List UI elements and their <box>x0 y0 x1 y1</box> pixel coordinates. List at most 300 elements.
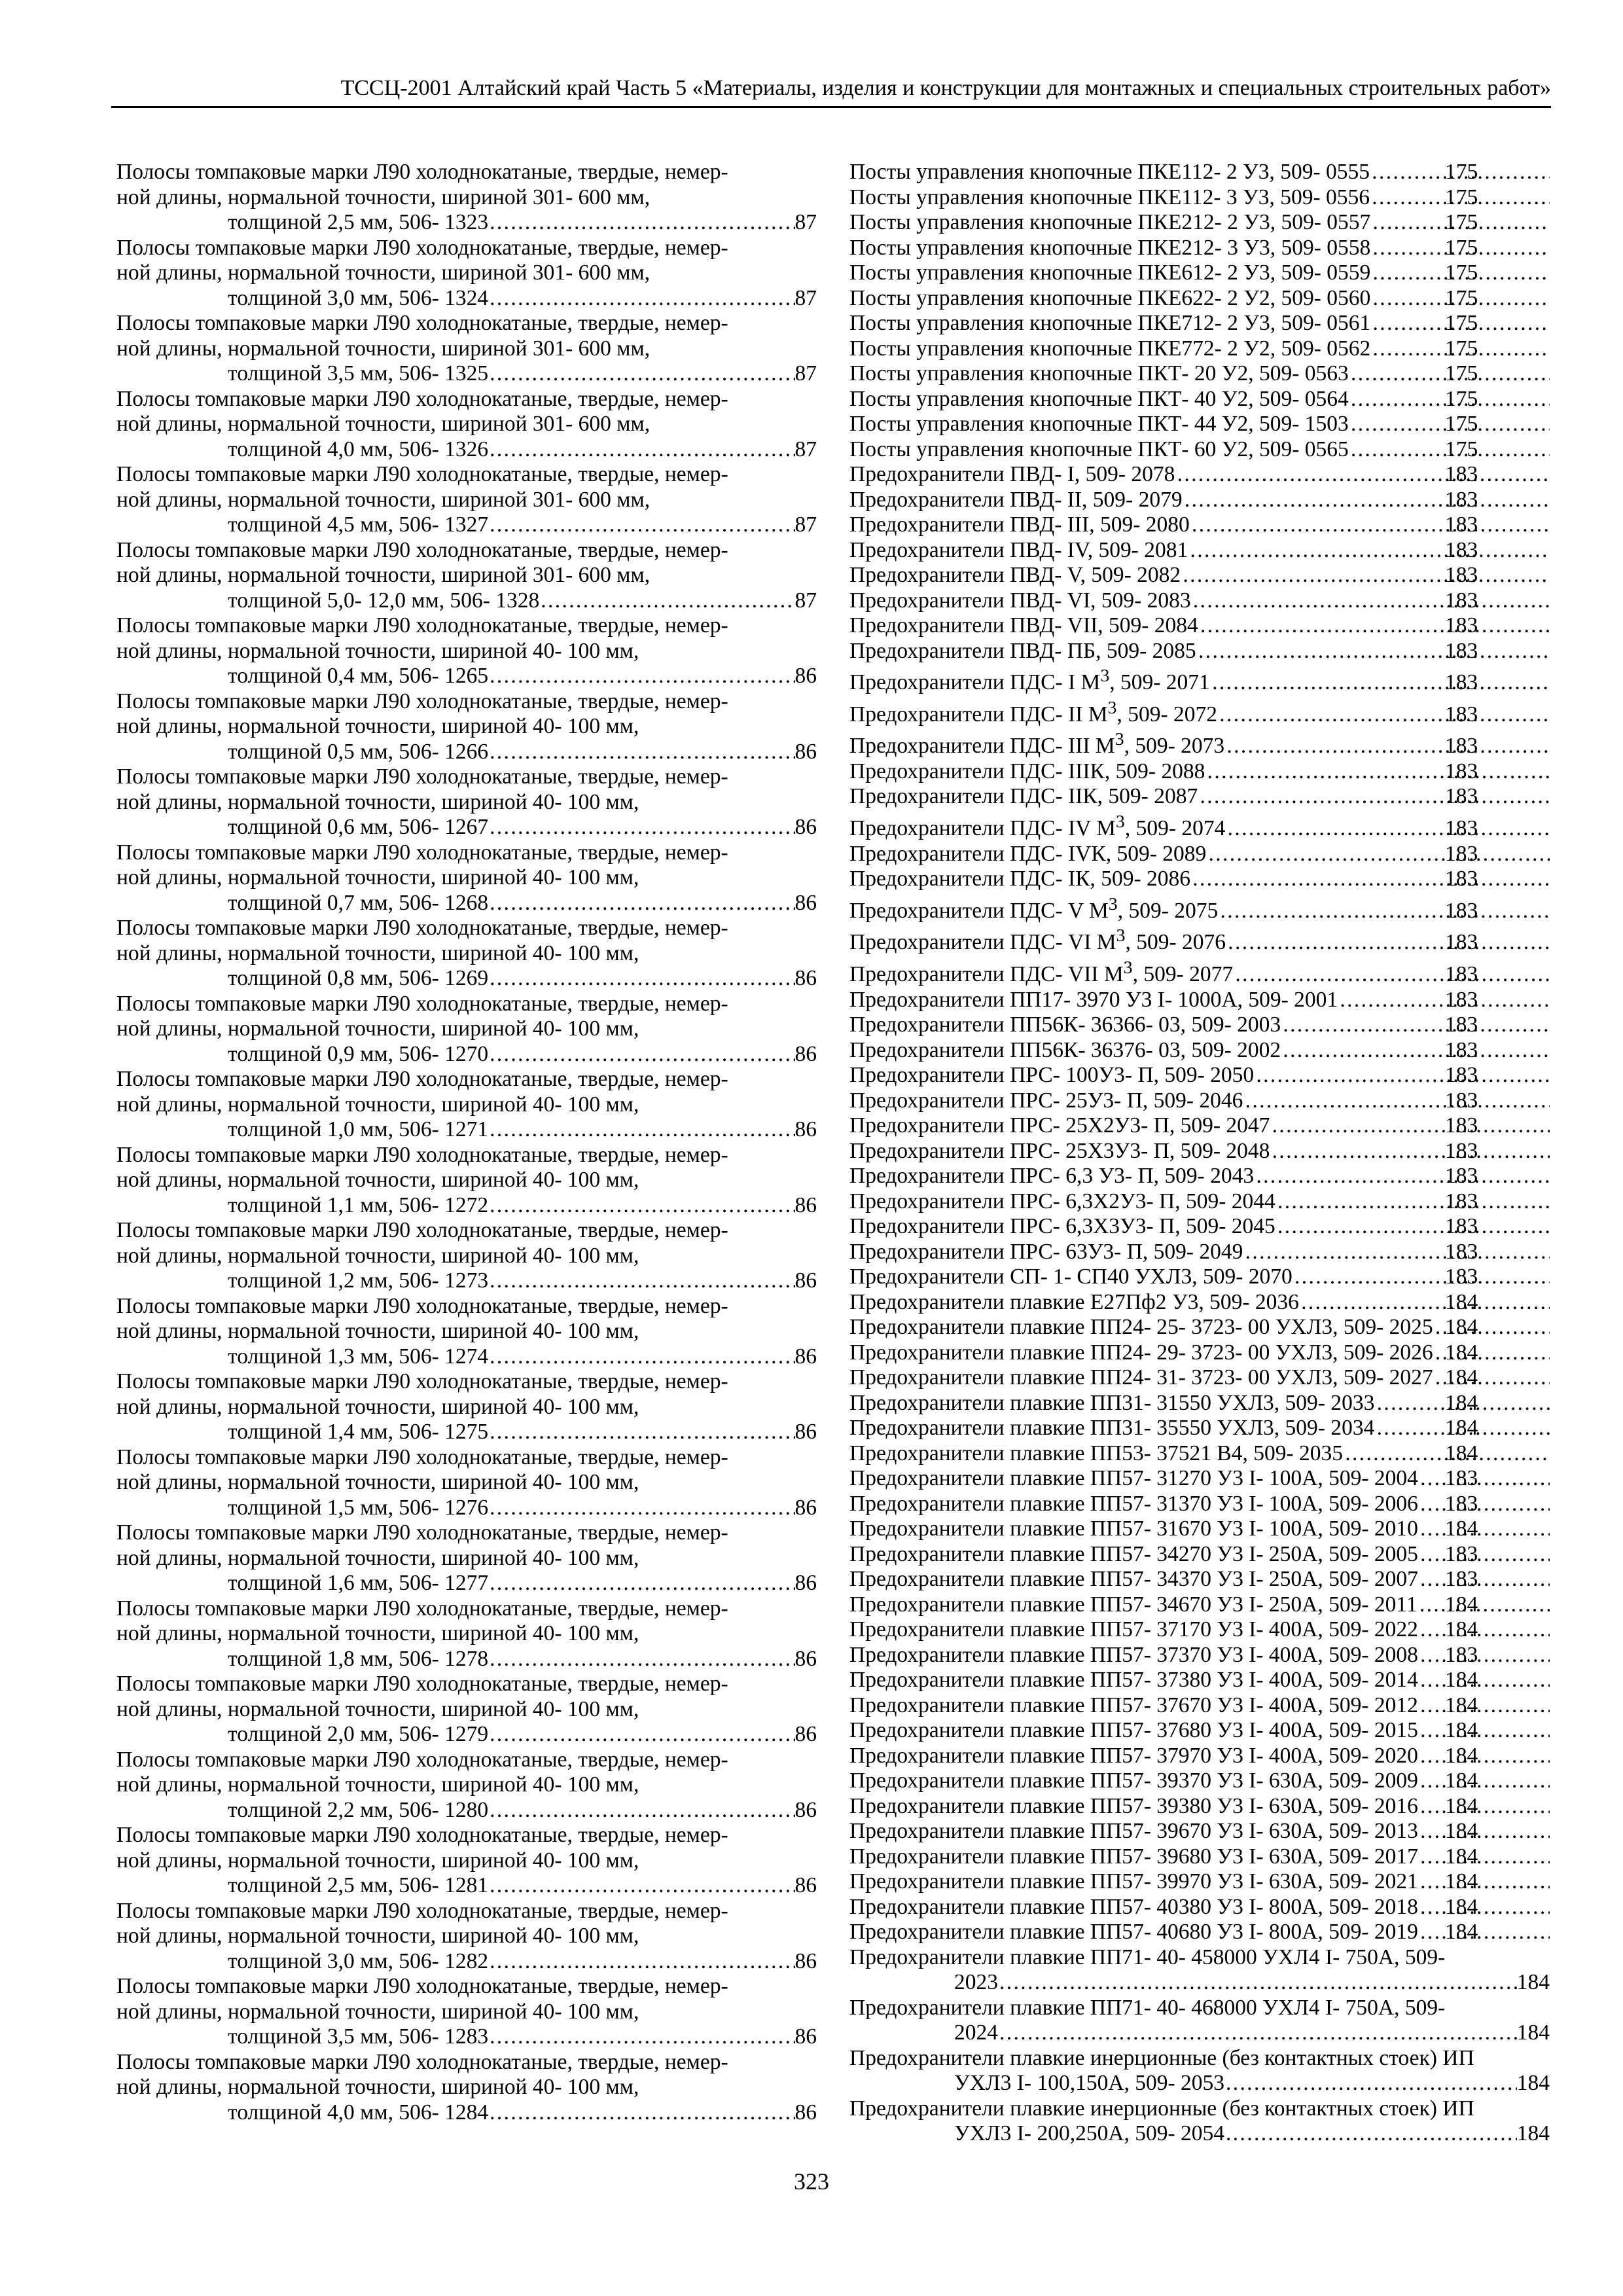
index-entry: Предохранители плавкие ПП57- 34670 У3 I- 250А, 509- 2011 . . . 184 <box>849 1592 1550 1618</box>
leader-dots <box>1418 1718 1550 1744</box>
entry-text: Предохранители плавкие ПП57- 40380 У3 I- 800А, 509- 2018 <box>849 1894 1418 1919</box>
index-entry <box>116 387 817 463</box>
entry-page-ref: 86 <box>794 1571 817 1595</box>
leader-dots <box>1183 488 1550 513</box>
entry-page-ref: 86 <box>794 1495 817 1520</box>
entry-text: Предохранители ПДС- I $М^3$, 509- 2071 <box>849 666 1210 695</box>
entry-line: ной длины, нормальной точности, шириной 40- 100 мм, <box>116 1243 639 1268</box>
entry-line: Полосы томпаковые марки Л90 холоднокатаные, твердые, немер- <box>116 160 728 184</box>
index-entry: Предохранители ПП17- 3970 У3 I- 1000А, 509- 2001 . . . 183 <box>849 988 1550 1013</box>
entry-text: Предохранители ПВД- II, 509- 2079 <box>849 487 1183 512</box>
entry-line: толщиной 5,0- 12,0 мм, 506- 1328 <box>228 588 540 613</box>
index-entry: Предохранители плавкие Е27Пф2 У3, 509- 2036 . . . 184 <box>849 1290 1550 1316</box>
entry-line: толщиной 0,6 мм, 506- 1267 <box>228 815 489 839</box>
entry-line: Предохранители плавкие инерционные (без контактных стоек) ИП <box>849 2096 1474 2121</box>
index-entry: Предохранители плавкие ПП57- 37670 У3 I- 400А, 509- 2012 . . . 184 <box>849 1693 1550 1719</box>
entry-line: Предохранители плавкие ПП71- 40- 458000 УХЛ4 I- 750А, 509- <box>849 1945 1446 1969</box>
leader-dots <box>1196 639 1550 664</box>
entry-line: ной длины, нормальной точности, шириной 40- 100 мм, <box>116 1696 639 1721</box>
index-entry <box>116 689 817 765</box>
entry-line: толщиной 3,0 мм, 506- 1282 <box>228 1948 489 1973</box>
leader-dots <box>488 361 794 387</box>
entry-line: Полосы томпаковые марки Л90 холоднокатаные, твердые, немер- <box>116 2049 728 2074</box>
entry-page-ref: 87 <box>794 588 817 613</box>
index-entry <box>116 1067 817 1143</box>
index-entry: Предохранители ПРС- 25У3- П, 509- 2046 . . . 183 <box>849 1088 1550 1114</box>
entry-text: Предохранители ПДС- IК, 509- 2086 <box>849 867 1191 891</box>
entry-text: Посты управления кнопочные ПКЕ112- 3 У3, 509- 0556 <box>849 185 1370 209</box>
entry-text: Предохранители плавкие ПП57- 37970 У3 I- 400А, 509- 2020 <box>849 1743 1418 1768</box>
leader-dots <box>488 1949 794 1975</box>
index-entry: Предохранители ПВД- V, 509- 2082 . . . 183 <box>849 563 1550 588</box>
entry-line: ной длины, нормальной точности, шириной 301- 600 мм, <box>116 487 651 512</box>
index-entry: Предохранители плавкие ПП57- 37170 У3 I- 400А, 509- 2022 . . . 184 <box>849 1617 1550 1643</box>
entry-page-ref: 86 <box>794 1646 817 1671</box>
index-entry <box>116 1218 817 1294</box>
index-entry <box>116 1520 817 1596</box>
entry-text: Предохранители ПДС- IV $М^3$, 509- 2074 <box>849 811 1226 841</box>
leader-dots <box>1190 867 1550 892</box>
entry-text: Предохранители плавкие ПП57- 34270 У3 I- 250А, 509- 2005 <box>849 1541 1418 1566</box>
index-entry: Предохранители плавкие ПП57- 37680 У3 I- 400А, 509- 2015 . . . 184 <box>849 1718 1550 1744</box>
entry-text: Предохранители ПДС- V $М^3$, 509- 2075 <box>849 893 1219 923</box>
entry-page-ref: 86 <box>794 966 817 990</box>
entry-line: толщиной 2,2 мм, 506- 1280 <box>228 1797 489 1822</box>
entry-line: ной длины, нормальной точности, шириной 40- 100 мм, <box>116 1168 639 1192</box>
leader-dots <box>1418 1794 1550 1820</box>
index-entry: Предохранители плавкие ПП31- 35550 УХЛ3, 509- 2034 . . . 184 <box>849 1416 1550 1441</box>
leader-dots <box>1275 1189 1550 1215</box>
leader-dots <box>1224 734 1550 759</box>
entry-text: Предохранители плавкие ПП31- 31550 УХЛ3, 509- 2033 <box>849 1390 1375 1415</box>
index-entry: Посты управления кнопочные ПКЕ212- 3 У3, 509- 0558 . . . 175 <box>849 236 1550 261</box>
entry-line: ной длины, нормальной точности, шириной 40- 100 мм, <box>116 1924 639 1948</box>
entry-text: Предохранители плавкие ПП53- 37521 В4, 509- 2035 <box>849 1441 1344 1465</box>
entry-text: Предохранители ПРС- 6,3 У3- П, 509- 2043 <box>849 1164 1255 1189</box>
entry-page-ref: 86 <box>794 890 817 915</box>
leader-dots <box>488 1193 794 1219</box>
entry-line: ной длины, нормальной точности, шириной 40- 100 мм, <box>116 941 639 965</box>
index-entry <box>116 1899 817 1975</box>
entry-line: Предохранители плавкие ПП71- 40- 468000 УХЛ4 I- 750А, 509- <box>849 1995 1446 2020</box>
index-entry: Предохранители ПДС- IVК, 509- 2089 . . . 183 <box>849 842 1550 867</box>
index-entry <box>116 764 817 840</box>
entry-line: Полосы томпаковые марки Л90 холоднокатаные, твердые, немер- <box>116 1898 728 1923</box>
leader-dots <box>1418 1895 1550 1920</box>
entry-line: ной длины, нормальной точности, шириной 40- 100 мм, <box>116 1621 639 1645</box>
entry-page-ref: 86 <box>794 1344 817 1369</box>
index-entry: Предохранители ПДС- V $М^3$, 509- 2075 . . . 183 <box>849 892 1550 924</box>
leader-dots <box>488 1571 794 1596</box>
leader-dots <box>1224 2121 1517 2147</box>
entry-text: Предохранители ПДС- VI $М^3$, 509- 2076 <box>849 925 1226 955</box>
entry-text: Предохранители СП- 1- СП40 УХЛ3, 509- 2070 <box>849 1265 1293 1289</box>
index-entry <box>116 462 817 538</box>
entry-line: Полосы томпаковые марки Л90 холоднокатаные, твердые, немер- <box>116 1520 728 1545</box>
index-entry <box>116 1974 817 2050</box>
index-entry: Предохранители плавкие ПП57- 31270 У3 I- 100А, 509- 2004 . . . 183 <box>849 1466 1550 1492</box>
leader-dots <box>1418 1693 1550 1719</box>
entry-line: толщиной 3,0 мм, 506- 1324 <box>228 285 489 310</box>
index-entry: Предохранители ПВД- ПБ, 509- 2085 . . . 183 <box>849 639 1550 664</box>
index-entry: Посты управления кнопочные ПКТ- 44 У2, 509- 1503 . . . 175 <box>849 412 1550 437</box>
entry-line: Полосы томпаковые марки Л90 холоднокатаные, твердые, немер- <box>116 311 728 335</box>
leader-dots <box>1270 1113 1550 1139</box>
entry-page-ref: 86 <box>794 815 817 839</box>
entry-line: Полосы томпаковые марки Л90 холоднокатаные, твердые, немер- <box>116 1369 728 1393</box>
entry-page-ref: 86 <box>794 664 817 688</box>
leader-dots <box>1191 588 1550 614</box>
leader-dots <box>1226 930 1550 956</box>
index-entry: Посты управления кнопочные ПКТ- 40 У2, 509- 0564 . . . 175 <box>849 387 1550 412</box>
entry-line: ной длины, нормальной точности, шириной 40- 100 мм, <box>116 1319 639 1343</box>
index-entry <box>116 538 817 614</box>
leader-dots <box>1205 759 1550 785</box>
leader-dots <box>1175 462 1550 488</box>
entry-text: Предохранители плавкие Е27Пф2 У3, 509- 2036 <box>849 1289 1299 1314</box>
leader-dots <box>488 815 794 840</box>
entry-text: Посты управления кнопочные ПКЕ212- 2 У3, 509- 0557 <box>849 210 1371 234</box>
leader-dots <box>488 286 794 312</box>
leader-dots <box>488 210 794 236</box>
index-entry: Предохранители плавкие ПП57- 40380 У3 I- 800А, 509- 2018 . . . 184 <box>849 1895 1550 1920</box>
index-entry: Предохранители плавкие ПП57- 39970 У3 I- 630А, 509- 2021 . . . 184 <box>849 1869 1550 1895</box>
entry-text: Предохранители ПВД- V, 509- 2082 <box>849 563 1181 587</box>
entry-line: УХЛ3 I- 100,150А, 509- 2053 <box>954 2071 1225 2096</box>
entry-text: Предохранители плавкие ПП57- 37170 У3 I- 400А, 509- 2022 <box>849 1617 1418 1642</box>
entry-text: Предохранители ПРС- 6,3Х2У3- П, 509- 2044 <box>849 1189 1275 1213</box>
entry-line: Полосы томпаковые марки Л90 холоднокатаные, твердые, немер- <box>116 1672 728 1696</box>
index-entry <box>116 916 817 992</box>
index-entry: Предохранители ПДС- IК, 509- 2086 . . . 183 <box>849 867 1550 892</box>
leader-dots <box>488 2024 794 2050</box>
index-entry <box>116 160 817 236</box>
leader-dots <box>1418 1567 1550 1592</box>
index-entry <box>116 1369 817 1445</box>
entry-line: толщиной 1,5 мм, 506- 1276 <box>228 1495 489 1520</box>
leader-dots <box>1418 1668 1550 1693</box>
entry-page-ref: 87 <box>794 437 817 461</box>
index-entry: Предохранители ПРС- 6,3Х3У3- П, 509- 2045 . . . 183 <box>849 1214 1550 1240</box>
entry-line: толщиной 1,4 мм, 506- 1275 <box>228 1420 489 1444</box>
index-entry <box>116 236 817 312</box>
entry-line: толщиной 3,5 мм, 506- 1283 <box>228 2024 489 2049</box>
leader-dots <box>1281 1013 1550 1038</box>
index-entry: Посты управления кнопочные ПКЕ212- 2 У3, 509- 0557 . . . 175 <box>849 210 1550 236</box>
entry-line: Предохранители плавкие инерционные (без контактных стоек) ИП <box>849 2045 1474 2070</box>
entry-text: Предохранители плавкие ПП57- 39680 У3 I- 630А, 509- 2017 <box>849 1844 1418 1869</box>
index-entry: Посты управления кнопочные ПКЕ612- 2 У3, 509- 0559 . . . 175 <box>849 260 1550 286</box>
entry-page-ref: 86 <box>794 739 817 764</box>
entry-line: Полосы томпаковые марки Л90 холоднокатаные, твердые, немер- <box>116 1747 728 1772</box>
entry-line: ной длины, нормальной точности, шириной 301- 600 мм, <box>116 412 651 436</box>
leader-dots <box>488 2100 794 2126</box>
entry-line: ной длины, нормальной точности, шириной 40- 100 мм, <box>116 1092 639 1117</box>
leader-dots <box>1299 1290 1550 1316</box>
index-entry: Предохранители ПВД- I, 509- 2078 . . . 183 <box>849 462 1550 488</box>
leader-dots <box>1190 512 1550 538</box>
leader-dots <box>1418 1617 1550 1643</box>
entry-line: толщиной 1,2 мм, 506- 1273 <box>228 1268 489 1293</box>
entry-page-ref: 87 <box>794 512 817 537</box>
leader-dots <box>488 1117 794 1143</box>
index-entry <box>116 840 817 916</box>
entry-line: толщиной 1,8 мм, 506- 1278 <box>228 1646 489 1671</box>
entry-page-ref: 86 <box>794 1268 817 1293</box>
entry-text: Предохранители ПДС- IIIК, 509- 2088 <box>849 759 1205 783</box>
leader-dots <box>1224 2071 1517 2096</box>
entry-line: ной длины, нормальной точности, шириной 40- 100 мм, <box>116 1545 639 1570</box>
entry-text: Предохранители плавкие ПП57- 34370 У3 I- 250А, 509- 2007 <box>849 1567 1418 1592</box>
index-entry: Посты управления кнопочные ПКЕ772- 2 У2, 509- 0562 . . . 175 <box>849 336 1550 362</box>
index-entry <box>116 1445 817 1521</box>
index-entry: Предохранители ПДС- IV $М^3$, 509- 2074 . . . 183 <box>849 810 1550 842</box>
leader-dots <box>488 1496 794 1521</box>
entry-line: толщиной 0,8 мм, 506- 1269 <box>228 966 489 990</box>
entry-line: толщиной 1,6 мм, 506- 1277 <box>228 1571 489 1595</box>
leader-dots <box>1281 1038 1550 1064</box>
index-entry <box>849 1945 1550 1996</box>
index-entry: Посты управления кнопочные ПКЕ712- 2 У3, 509- 0561 . . . 175 <box>849 311 1550 336</box>
entry-line: ной длины, нормальной точности, шириной 40- 100 мм, <box>116 1394 639 1419</box>
entry-line: Полосы томпаковые марки Л90 холоднокатаные, твердые, немер- <box>116 1823 728 1847</box>
entry-line: толщиной 2,5 мм, 506- 1323 <box>228 210 489 234</box>
leader-dots <box>488 1647 794 1672</box>
entry-text: Предохранители плавкие ПП57- 31670 У3 I- 100А, 509- 2010 <box>849 1516 1418 1541</box>
index-entry: Предохранители плавкие ПП57- 39670 У3 I- 630А, 509- 2013 . . . 184 <box>849 1819 1550 1844</box>
entry-text: Посты управления кнопочные ПКТ- 40 У2, 509- 0564 <box>849 386 1349 411</box>
entry-line: Полосы томпаковые марки Л90 холоднокатаные, твердые, немер- <box>116 386 728 411</box>
leader-dots <box>488 512 794 538</box>
leader-dots <box>1243 1088 1550 1114</box>
entry-line: Полосы томпаковые марки Л90 холоднокатаные, твердые, немер- <box>116 916 728 940</box>
entry-text: Предохранители ПП17- 3970 У3 I- 1000А, 509- 2001 <box>849 987 1338 1012</box>
index-entry <box>116 613 817 689</box>
entry-line: толщиной 4,0 мм, 506- 1326 <box>228 437 489 461</box>
leader-dots <box>488 966 794 992</box>
entry-line: толщиной 4,0 мм, 506- 1284 <box>228 2100 489 2125</box>
entry-page-ref: 86 <box>794 1420 817 1444</box>
leader-dots <box>1418 1492 1550 1517</box>
index-entry: Посты управления кнопочные ПКЕ112- 2 У3, 509- 0555 . . . 175 <box>849 160 1550 185</box>
entry-line: Полосы томпаковые марки Л90 холоднокатаные, твердые, немер- <box>116 840 728 865</box>
index-entry: Предохранители ПРС- 25Х3У3- П, 509- 2048 . . . 183 <box>849 1139 1550 1164</box>
leader-dots <box>1254 1063 1550 1088</box>
entry-text: Предохранители ПП56К- 36376- 03, 509- 2002 <box>849 1037 1281 1062</box>
running-header: ТССЦ-2001 Алтайский край Часть 5 «Материалы, изделия и конструкции для монтажных и специальных строительных работ» <box>111 73 1551 108</box>
entry-line: толщиной 0,4 мм, 506- 1265 <box>228 664 489 688</box>
index-entry <box>116 311 817 387</box>
index-entry: Предохранители плавкие ПП24- 25- 3723- 00 УХЛ3, 509- 2025 . . . 184 <box>849 1315 1550 1340</box>
entry-line: Полосы томпаковые марки Л90 холоднокатаные, твердые, немер- <box>116 537 728 562</box>
index-entry: Предохранители ПДС- I $М^3$, 509- 2071 . . . 183 <box>849 664 1550 696</box>
entry-line: толщиной 3,5 мм, 506- 1325 <box>228 361 489 386</box>
index-entry <box>116 1672 817 1748</box>
entry-text: Предохранители ПДС- III $М^3$, 509- 2073 <box>849 729 1225 759</box>
index-entry: Предохранители ПРС- 6,3Х2У3- П, 509- 2044 . . . 183 <box>849 1189 1550 1215</box>
entry-line: Полосы томпаковые марки Л90 холоднокатаные, твердые, немер- <box>116 689 728 713</box>
entry-line: ной длины, нормальной точности, шириной 40- 100 мм, <box>116 865 639 889</box>
leader-dots <box>1418 1869 1550 1895</box>
entry-line: толщиной 0,5 мм, 506- 1266 <box>228 739 489 764</box>
index-entry: Посты управления кнопочные ПКТ- 20 У2, 509- 0563 . . . 175 <box>849 361 1550 387</box>
entry-text: Предохранители ПРС- 100У3- П, 509- 2050 <box>849 1063 1255 1088</box>
leader-dots <box>488 1344 794 1370</box>
entry-text: Предохранители ПВД- III, 509- 2080 <box>849 512 1190 537</box>
leader-dots <box>1243 1240 1550 1265</box>
entry-line: толщиной 0,9 мм, 506- 1270 <box>228 1041 489 1066</box>
index-entry: Предохранители плавкие ПП57- 31370 У3 I- 100А, 509- 2006 . . . 183 <box>849 1492 1550 1517</box>
entry-page-ref: 184 <box>1516 1970 1550 1995</box>
entry-line: толщиной 0,7 мм, 506- 1268 <box>228 890 489 915</box>
index-entry: Предохранители ПП56К- 36366- 03, 509- 2003 . . . 183 <box>849 1013 1550 1038</box>
entry-line: толщиной 1,0 мм, 506- 1271 <box>228 1117 489 1141</box>
index-entry: Предохранители плавкие ПП57- 39680 У3 I- 630А, 509- 2017 . . . 184 <box>849 1844 1550 1870</box>
entry-line: толщиной 2,5 мм, 506- 1281 <box>228 1873 489 1897</box>
entry-line: толщиной 4,5 мм, 506- 1327 <box>228 512 489 537</box>
entry-page-ref: 184 <box>1516 2020 1550 2045</box>
entry-line: Полосы томпаковые марки Л90 холоднокатаные, твердые, немер- <box>116 1444 728 1469</box>
entry-text: Предохранители плавкие ПП57- 39370 У3 I- 630А, 509- 2009 <box>849 1768 1418 1793</box>
index-entry: Предохранители ПВД- IV, 509- 2081 . . . 183 <box>849 538 1550 564</box>
entry-page-ref: 184 <box>1516 2071 1550 2096</box>
entry-line: ной длины, нормальной точности, шириной 301- 600 мм, <box>116 260 651 285</box>
leader-dots <box>1218 899 1550 924</box>
entry-text: Предохранители ПРС- 25Х2У3- П, 509- 2047 <box>849 1113 1270 1138</box>
entry-line: Полосы томпаковые марки Л90 холоднокатаные, твердые, немер- <box>116 1974 728 1998</box>
entry-text: Предохранители плавкие ПП57- 39380 У3 I- 630А, 509- 2016 <box>849 1793 1418 1818</box>
entry-text: Предохранители ПВД- I, 509- 2078 <box>849 462 1175 486</box>
entry-text: Предохранители ПДС- IIК, 509- 2087 <box>849 784 1198 809</box>
leader-dots <box>1275 1214 1550 1240</box>
entry-text: Посты управления кнопочные ПКЕ612- 2 У3, 509- 0559 <box>849 260 1371 285</box>
entry-line: 2024 <box>954 2020 998 2045</box>
index-column-right <box>849 160 1550 2147</box>
entry-line: ной длины, нормальной точности, шириной 40- 100 мм, <box>116 1772 639 1797</box>
leader-dots <box>488 1873 794 1899</box>
entry-line: ной длины, нормальной точности, шириной 301- 600 мм, <box>116 185 651 209</box>
index-entry: Предохранители ПДС- III $М^3$, 509- 2073 . . . 183 <box>849 727 1550 759</box>
index-entry: Предохранители ПВД- II, 509- 2079 . . . 183 <box>849 488 1550 513</box>
index-entry: Предохранители ПДС- VI $М^3$, 509- 2076 . . . 183 <box>849 924 1550 956</box>
index-entry <box>116 2050 817 2126</box>
entry-text: Предохранители плавкие ПП57- 31370 У3 I- 100А, 509- 2006 <box>849 1491 1418 1516</box>
entry-page-ref: 86 <box>794 1873 817 1897</box>
leader-dots <box>488 1042 794 1067</box>
leader-dots <box>1198 613 1550 639</box>
entry-text: Предохранители ПРС- 63У3- П, 509- 2049 <box>849 1239 1243 1264</box>
index-entry: Посты управления кнопочные ПКЕ622- 2 У2, 509- 0560 . . . 175 <box>849 286 1550 312</box>
leader-dots <box>1418 1744 1550 1769</box>
entry-text: Предохранители ПВД- IV, 509- 2081 <box>849 537 1188 562</box>
entry-line: ной длины, нормальной точности, шириной 40- 100 мм, <box>116 714 639 738</box>
index-entry <box>116 1143 817 1219</box>
entry-line: Полосы томпаковые марки Л90 холоднокатаные, твердые, немер- <box>116 991 728 1016</box>
leader-dots <box>1206 842 1550 867</box>
entry-text: Посты управления кнопочные ПКТ- 44 У2, 509- 1503 <box>849 412 1349 436</box>
entry-page-ref: 86 <box>794 1193 817 1217</box>
entry-line: ной длины, нормальной точности, шириной 301- 600 мм, <box>116 336 651 361</box>
leader-dots <box>998 2020 1517 2046</box>
leader-dots <box>1217 702 1550 728</box>
index-entry: Предохранители плавкие ПП57- 34270 У3 I- 250А, 509- 2005 . . . 183 <box>849 1542 1550 1568</box>
entry-text: Предохранители ПДС- II $М^3$, 509- 2072 <box>849 697 1217 726</box>
leader-dots <box>1418 1466 1550 1492</box>
leader-dots <box>488 740 794 765</box>
index-entry: Посты управления кнопочные ПКТ- 60 У2, 509- 0565 . . . 175 <box>849 437 1550 463</box>
index-entry: Предохранители ПРС- 25Х2У3- П, 509- 2047 . . . 183 <box>849 1113 1550 1139</box>
index-entry <box>116 1823 817 1899</box>
index-entry: Предохранители ПРС- 6,3 У3- П, 509- 2043 . . . 183 <box>849 1164 1550 1189</box>
entry-line: Полосы томпаковые марки Л90 холоднокатаные, твердые, немер- <box>116 1067 728 1091</box>
entry-page-ref: 86 <box>794 1948 817 1973</box>
index-entry: Предохранители ПДС- IIК, 509- 2087 . . . 183 <box>849 784 1550 810</box>
index-entry <box>849 2096 1550 2147</box>
entry-page-ref: 86 <box>794 1797 817 1822</box>
index-entry <box>849 2046 1550 2096</box>
index-entry: Предохранители плавкие ПП24- 29- 3723- 00 УХЛ3, 509- 2026 . . . 184 <box>849 1340 1550 1366</box>
leader-dots <box>1198 784 1550 810</box>
leader-dots <box>1210 670 1550 696</box>
entry-line: толщиной 1,3 мм, 506- 1274 <box>228 1344 489 1369</box>
entry-text: Предохранители плавкие ПП57- 31270 У3 I- 100А, 509- 2004 <box>849 1466 1418 1491</box>
leader-dots <box>488 1722 794 1748</box>
entry-line: ной длины, нормальной точности, шириной 40- 100 мм, <box>116 1470 639 1494</box>
entry-text: Предохранители ПРС- 6,3Х3У3- П, 509- 2045 <box>849 1214 1275 1239</box>
entry-text: Посты управления кнопочные ПКЕ112- 2 У3, 509- 0555 <box>849 160 1370 184</box>
entry-line: ной длины, нормальной точности, шириной 40- 100 мм, <box>116 638 639 663</box>
leader-dots <box>1418 1844 1550 1870</box>
index-entry <box>116 992 817 1067</box>
leader-dots <box>488 437 794 463</box>
entry-line: ной длины, нормальной точности, шириной 40- 100 мм, <box>116 789 639 814</box>
entry-text: Предохранители плавкие ПП57- 37670 У3 I- 400А, 509- 2012 <box>849 1693 1418 1717</box>
entry-text: Предохранители ПВД- ПБ, 509- 2085 <box>849 638 1196 663</box>
entry-text: Предохранители плавкие ПП57- 37380 У3 I- 400А, 509- 2014 <box>849 1668 1418 1693</box>
index-entry: Предохранители плавкие ПП57- 31670 У3 I- 100А, 509- 2010 . . . 184 <box>849 1516 1550 1542</box>
index-entry: Предохранители плавкие ПП57- 37970 У3 I- 400А, 509- 2020 . . . 184 <box>849 1744 1550 1769</box>
index-entry: Предохранители ПДС- IIIК, 509- 2088 . . . 183 <box>849 759 1550 785</box>
entry-text: Предохранители ПРС- 25Х3У3- П, 509- 2048 <box>849 1138 1270 1163</box>
entry-line: ной длины, нормальной точности, шириной 40- 100 мм, <box>116 1016 639 1041</box>
entry-page-ref: 87 <box>794 210 817 234</box>
entry-text: Предохранители ПП56К- 36366- 03, 509- 2003 <box>849 1013 1281 1037</box>
index-entry: Посты управления кнопочные ПКЕ112- 3 У3, 509- 0556 . . . 175 <box>849 185 1550 211</box>
index-entry <box>116 1294 817 1370</box>
entry-line: толщиной 1,1 мм, 506- 1272 <box>228 1193 489 1217</box>
page-number: 323 <box>794 2168 829 2195</box>
index-entry: Предохранители плавкие ПП24- 31- 3723- 00 УХЛ3, 509- 2027 . . . 184 <box>849 1365 1550 1391</box>
index-entry <box>116 1596 817 1672</box>
leader-dots <box>1293 1265 1550 1290</box>
entry-text: Предохранители ПРС- 25У3- П, 509- 2046 <box>849 1088 1243 1113</box>
entry-line: толщиной 2,0 мм, 506- 1279 <box>228 1722 489 1746</box>
index-column-left <box>116 160 817 2125</box>
entry-line: УХЛ3 I- 200,250А, 509- 2054 <box>954 2121 1225 2146</box>
entry-text: Посты управления кнопочные ПКЕ712- 2 У3, 509- 0561 <box>849 311 1371 335</box>
index-entry: Предохранители плавкие ПП31- 31550 УХЛ3, 509- 2033 . . . 184 <box>849 1391 1550 1416</box>
leader-dots <box>1254 1164 1550 1189</box>
entry-text: Посты управления кнопочные ПКТ- 20 У2, 509- 0563 <box>849 361 1349 386</box>
entry-text: Предохранители плавкие ПП57- 39670 У3 I- 630А, 509- 2013 <box>849 1819 1418 1844</box>
entry-text: Предохранители плавкие ПП57- 37680 У3 I- 400А, 509- 2015 <box>849 1718 1418 1743</box>
leader-dots <box>1418 1516 1550 1542</box>
index-entry: Предохранители ПДС- II $М^3$, 509- 2072 . . . 183 <box>849 696 1550 728</box>
entry-page-ref: 86 <box>794 1041 817 1066</box>
entry-text: Предохранители плавкие ПП57- 39970 У3 I- 630А, 509- 2021 <box>849 1869 1418 1894</box>
index-entry: Предохранители плавкие ПП57- 34370 У3 I- 250А, 509- 2007 . . . 183 <box>849 1567 1550 1592</box>
index-entry: Предохранители ПДС- VII $М^3$, 509- 2077 . . . 183 <box>849 956 1550 988</box>
